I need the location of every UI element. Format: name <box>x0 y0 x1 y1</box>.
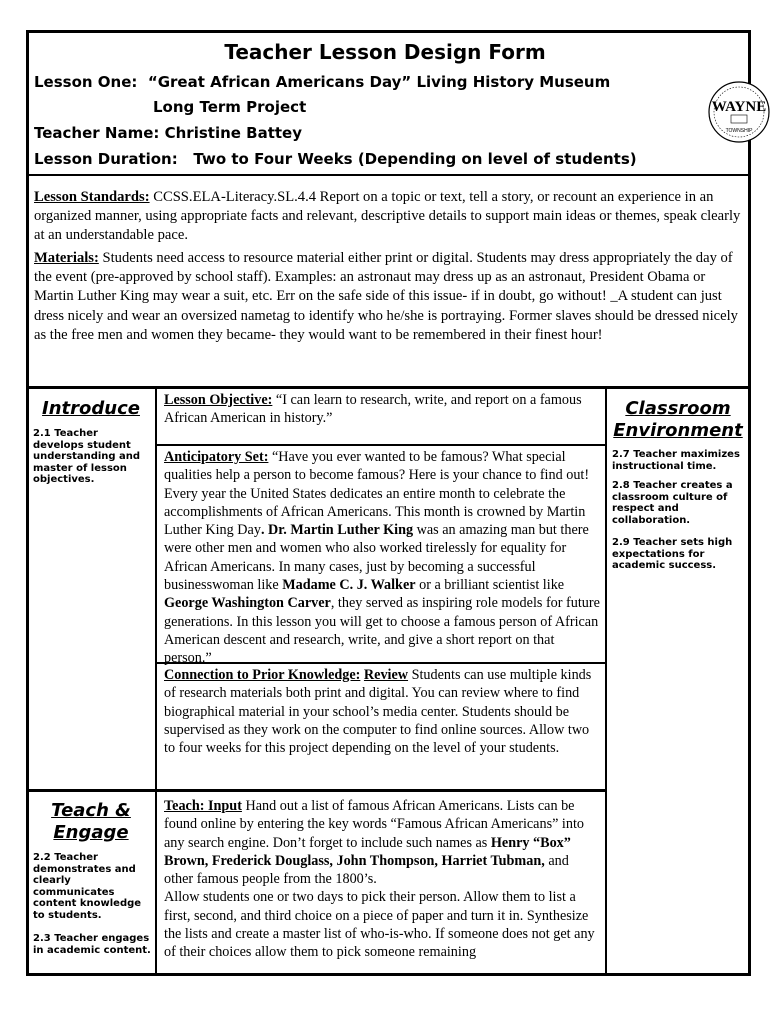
anticipatory-text: was an amazing man but there were other men and women who also worked tirelessly for equality for African Americans. In many cases, just by becoming a successful businesswoman like <box>164 522 589 594</box>
duration-value: Two to Four Weeks (Depending on level of students) <box>193 150 637 168</box>
teacher-name: Christine Battey <box>164 124 303 142</box>
classroom-item: 2.8 Teacher creates a classroom culture of respect and collaboration. <box>612 480 733 526</box>
section-divider <box>26 789 607 792</box>
input-bold-names: Henry “Box” Brown, Frederick Douglass, John Thompson, Harriet Tubman, <box>164 834 571 869</box>
materials-divider <box>26 386 751 389</box>
duration-line <box>34 150 637 168</box>
page-title: Teacher Lesson Design Form <box>224 40 546 64</box>
duration-label: Lesson Duration: <box>34 150 178 168</box>
anticipatory-bold-name: Madame C. J. Walker <box>282 577 416 594</box>
anticipatory-text: , they served as inspiring role models for future generations. In this lesson you will get to choose a famous person of African American descent and research, write, and give a short report on that person.” <box>164 595 600 667</box>
input-text: and other famous people from the 1800’s. <box>164 852 569 888</box>
teacher-line <box>34 124 302 142</box>
input-paragraph-2: Allow students one or two days to pick their person. Allow them to list a first, second, and third choice on a piece of paper and turn it in. Synthesize the lists and create a master list of who-is-who. If someone does not get any of their choices allow them to pick someone remaining <box>164 889 595 961</box>
lesson-label: Lesson One: <box>34 73 138 91</box>
introduce-heading: Introduce <box>42 398 140 419</box>
anticipatory-label: Anticipatory Set: <box>164 449 269 465</box>
left-column-divider <box>155 389 157 976</box>
objective-divider <box>155 444 607 446</box>
teach-heading-line1: Teach & <box>51 800 131 821</box>
lesson-standards <box>34 188 746 246</box>
classroom-heading-line1: Classroom <box>625 398 731 419</box>
standards-label: Lesson Standards: <box>34 189 150 205</box>
classroom-item: 2.9 Teacher sets high expectations for academic success. <box>612 537 733 571</box>
teach-item: 2.2 Teacher demonstrates and clearly communicates content knowledge to students. <box>33 852 142 921</box>
lesson-title: “Great African Americans Day” Living History Museum <box>147 73 611 91</box>
classroom-heading-line2: Environment <box>613 420 743 441</box>
classroom-item: 2.7 Teacher maximizes instructional time. <box>612 449 740 472</box>
lesson-objective <box>164 391 600 428</box>
teach-heading-line2: Engage <box>53 822 129 843</box>
anticipatory-bold-name: George Washington Carver <box>164 595 331 612</box>
materials-text: Students need access to resource material either print or digital. Students may dress appropriately the day of the event (pre-approved by school staff). Examples: an astronaut may dress up as an astronaut, President Obama or Martin Luther King may wear a suit, etc. Err on the safe side of this issue- if in doubt, go without! _A student can just dress nicely and wear an oversized nametag to identify who he/she is portraying. Former slaves should be dressed nicely as the free men and women they became- they would want to be remembered in their finest hour! <box>34 250 738 343</box>
input-text: Hand out a list of famous African Americans. Lists can be found online by entering the key words “Famous African Americans” into any search engine. Don’t forget to include such names as <box>164 798 585 851</box>
header-divider <box>26 174 751 176</box>
prior-knowledge <box>164 666 600 757</box>
anticipatory-set <box>164 448 600 668</box>
objective-text: “I can learn to research, write, and report on a famous African American in history.” <box>164 392 582 427</box>
seal-text-bottom: TOWNSHIP <box>725 128 753 134</box>
seal-text-top: WAYNE <box>711 99 767 115</box>
introduce-item: 2.1 Teacher develops student understanding and master of lesson objectives. <box>33 428 141 485</box>
objective-label: Lesson Objective: <box>164 392 273 408</box>
review-label: Review <box>363 667 409 683</box>
materials <box>34 249 746 345</box>
right-column-divider <box>605 389 607 976</box>
teach-item: 2.3 Teacher engages in academic content. <box>33 933 151 956</box>
lesson-subtitle: Long Term Project <box>153 98 307 116</box>
anticipatory-text: “Have you ever wanted to be famous? What special qualities help a person to become famous? Here is your chance to find out! Every year the United States dedicates an entire month to celebrate the accomplishments of African Americans. This month is crowned by Martin Luther King Day <box>164 449 590 539</box>
lesson-line <box>34 73 610 91</box>
prior-text: Students can use multiple kinds of research materials both print and digital. You can review where to find biographical material in your school’s media center. Students should be supervised as they work on the computer to find online sources. Allow two to four weeks for this project depending on the level of your students. <box>164 667 592 757</box>
classroom-heading <box>609 398 747 442</box>
anticipatory-text: or a brilliant scientist like <box>415 577 565 594</box>
township-seal-logo <box>707 80 770 144</box>
standards-text: CCSS.ELA-Literacy.SL.4.4 Report on a topic or text, tell a story, or recount an experience in an organized manner, using appropriate facts and relevant, descriptive details to support main ideas or themes, speak clearly at an understandable pace. <box>34 189 741 244</box>
materials-label: Materials: <box>34 250 99 266</box>
prior-label: Connection to Prior Knowledge: <box>164 667 361 683</box>
anticipatory-bold-name: . Dr. Martin Luther King <box>260 522 414 539</box>
teacher-label: Teacher Name: <box>34 124 160 142</box>
input-label: Teach: Input <box>164 798 242 814</box>
teach-heading <box>30 800 152 844</box>
teach-input <box>164 797 600 974</box>
